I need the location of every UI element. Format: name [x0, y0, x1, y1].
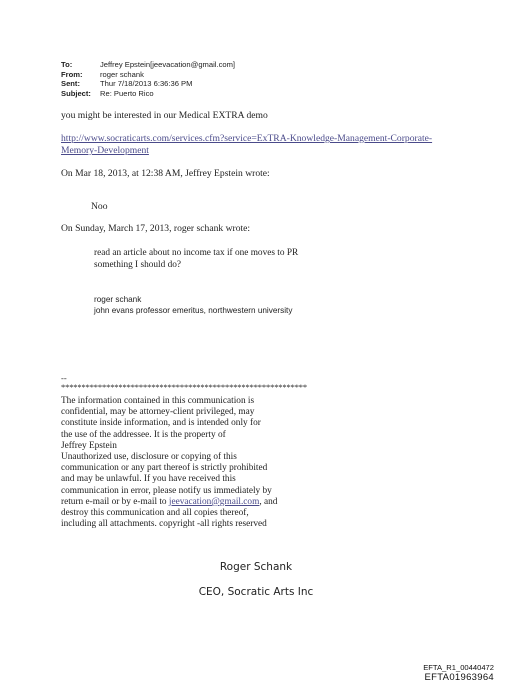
- intro-text: you might be interested in our Medical EXTRA demo: [61, 110, 268, 121]
- email-header: [61, 60, 235, 98]
- disclaimer-line: destroy this communication and all copies thereof,: [61, 508, 249, 519]
- from-label: From:: [61, 69, 83, 79]
- demo-link[interactable]: [61, 133, 432, 157]
- quoted-sig-title: john evans professor emeritus, northwestern university: [94, 306, 293, 315]
- header-sent: [61, 79, 235, 89]
- disclaimer-line: constitute inside information, and is intended only for: [61, 418, 261, 429]
- email-line-pre: return e-mail or by e-mail to: [61, 496, 169, 507]
- document-id-small: EFTA_R1_00440472: [423, 663, 494, 672]
- demo-link-line1[interactable]: http://www.socraticarts.com/services.cfm?service=ExTRA-Knowledge-Management-Corporate-: [61, 133, 433, 144]
- confidentiality-notice: [61, 396, 277, 530]
- disclaimer-line: The information contained in this communication is: [61, 396, 255, 406]
- disclaimer-line: confidential, may be attorney-client privileged, may: [61, 407, 255, 418]
- disclaimer-line: Unauthorized use, disclosure or copying of this: [61, 452, 237, 463]
- quote1-header: On Mar 18, 2013, at 12:38 AM, Jeffrey Epstein wrote:: [61, 168, 270, 179]
- quote1-text: Noo: [91, 201, 108, 212]
- disclaimer-line: communication or any part thereof is strictly prohibited: [61, 463, 268, 474]
- disclaimer-separator: [61, 374, 307, 392]
- disclaimer-line: Jeffrey Epstein: [61, 440, 117, 451]
- quoted-signature: [94, 294, 292, 316]
- disclaimer-email-line: [61, 497, 277, 508]
- to-label: To:: [61, 60, 73, 69]
- subject-value: Re: Puerto Rico: [100, 88, 154, 98]
- header-to: [61, 60, 235, 70]
- disclaimer-line: the use of the addressee. It is the property of: [61, 429, 226, 440]
- quoted-sig-name: roger schank: [94, 295, 142, 304]
- quote2-line2: something I should do?: [94, 259, 182, 270]
- email-link[interactable]: jeevacation@gmail.com: [168, 496, 260, 507]
- quote2-line1: read an article about no income tax if one moves to PR: [94, 248, 299, 258]
- quote2-header: On Sunday, March 17, 2013, roger schank wrote:: [61, 223, 251, 234]
- quote2-body: [94, 248, 298, 271]
- disclaimer-line: including all attachments. copyright -all rights reserved: [61, 519, 267, 530]
- document-id-large: EFTA01963964: [424, 672, 494, 683]
- signature-name: Roger Schank: [219, 561, 293, 573]
- separator-dashes: --: [61, 373, 67, 383]
- sent-value: Thur 7/18/2013 6:36:36 PM: [100, 79, 193, 89]
- separator-stars: ************************************************************: [61, 382, 308, 392]
- disclaimer-line: communication in error, please notify us immediately by: [61, 485, 272, 496]
- signature-company: CEO, Socratic Arts Inc: [198, 586, 314, 598]
- to-value: Jeffrey Epstein[jeevacation@gmail.com]: [100, 60, 236, 69]
- header-subject: [61, 89, 235, 99]
- sent-label: Sent:: [61, 79, 80, 89]
- subject-label: Subject:: [61, 88, 91, 98]
- from-value: roger schank: [100, 69, 144, 79]
- demo-link-line2[interactable]: Memory-Development: [61, 145, 149, 156]
- header-from: [61, 70, 235, 80]
- email-line-post: , and: [259, 496, 278, 507]
- disclaimer-line: and may be unlawful. If you have received this: [61, 474, 236, 485]
